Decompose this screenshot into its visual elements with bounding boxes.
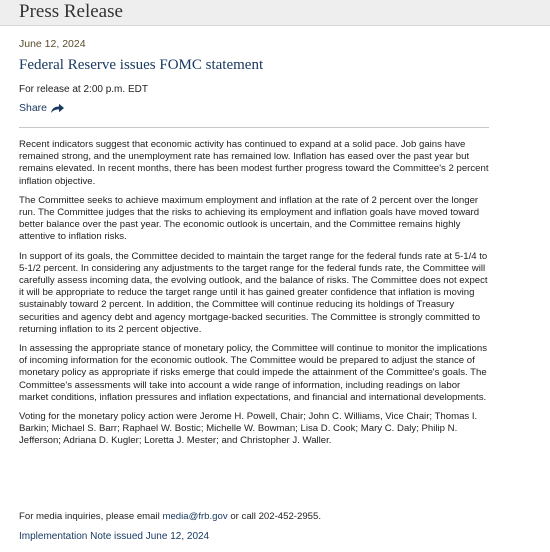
paragraph: In assessing the appropriate stance of monetary policy, the Committee will continue to monitor the implications of incoming information for the economic outlook. The Committee would be prepared to adjust the stance of monetary policy as appropriate if risks emerge that could impede the attainment of the Committee's goals. The Committee's assessments will take into account a wide range of information, including readings on labor market conditions, inflation pressures and inflation expectations, and financial and international developments. bbox=[19, 343, 488, 403]
paragraph: Voting for the monetary policy action were Jerome H. Powell, Chair; John C. Williams, Vice Chair; Thomas I. Barkin; Michael S. Barr; Raphael W. Bostic; Michelle W. Bowman; Lisa D. Cook; Mary C. Daly; Philip N. Jefferson; Adriana D. Kugler; Loretta J. Mester; and Christopher J. Waller. bbox=[19, 411, 478, 447]
release-time: For release at 2:00 p.m. EDT bbox=[19, 84, 148, 95]
header-bar bbox=[0, 0, 550, 26]
share-button[interactable] bbox=[19, 102, 65, 114]
media-inquiries bbox=[19, 511, 321, 522]
media-suffix: or call 202-452-2955. bbox=[227, 511, 321, 522]
paragraph: The Committee seeks to achieve maximum employment and inflation at the rate of 2 percent over the longer run. The Committee judges that the risks to achieving its employment and inflation goals have moved toward better balance over the past year. The economic outlook is uncertain, and the Committee remains highly attentive to inflation risks. bbox=[19, 194, 480, 243]
implementation-note-link[interactable]: Implementation Note issued June 12, 2024 bbox=[19, 531, 210, 542]
paragraph: In support of its goals, the Committee decided to maintain the target range for the federal funds rate at 5-1/4 to 5-1/2 percent. In considering any adjustments to the target range for the federal funds rate, the Committee will carefully assess incoming data, the evolving outlook, and the balance of risks. The Committee does not expect it will be appropriate to reduce the target range until it has gained greater confidence that inflation is moving sustainably toward 2 percent. In addition, the Committee will continue reducing its holdings of Treasury securities and agency debt and agency mortgage-backed securities. The Committee is strongly committed to returning inflation to its 2 percent objective. bbox=[19, 250, 488, 335]
divider bbox=[19, 127, 489, 128]
page-title: Press Release bbox=[19, 1, 123, 22]
media-email-link[interactable]: media@frb.gov bbox=[162, 511, 228, 522]
media-prefix: For media inquiries, please email bbox=[19, 511, 163, 522]
paragraph: Recent indicators suggest that economic activity has continued to expand at a solid pace. Job gains have remained strong, and the unemployment rate has remained low. Inflation has eased over the past year but remains elevated. In recent months, there has been modest further progress toward the Committee's 2 percent inflation objective. bbox=[19, 139, 489, 187]
statement-body bbox=[19, 139, 489, 455]
release-title: Federal Reserve issues FOMC statement bbox=[19, 57, 264, 73]
share-label: Share bbox=[19, 102, 48, 114]
release-date: June 12, 2024 bbox=[19, 38, 86, 50]
share-arrow-icon bbox=[50, 103, 65, 114]
